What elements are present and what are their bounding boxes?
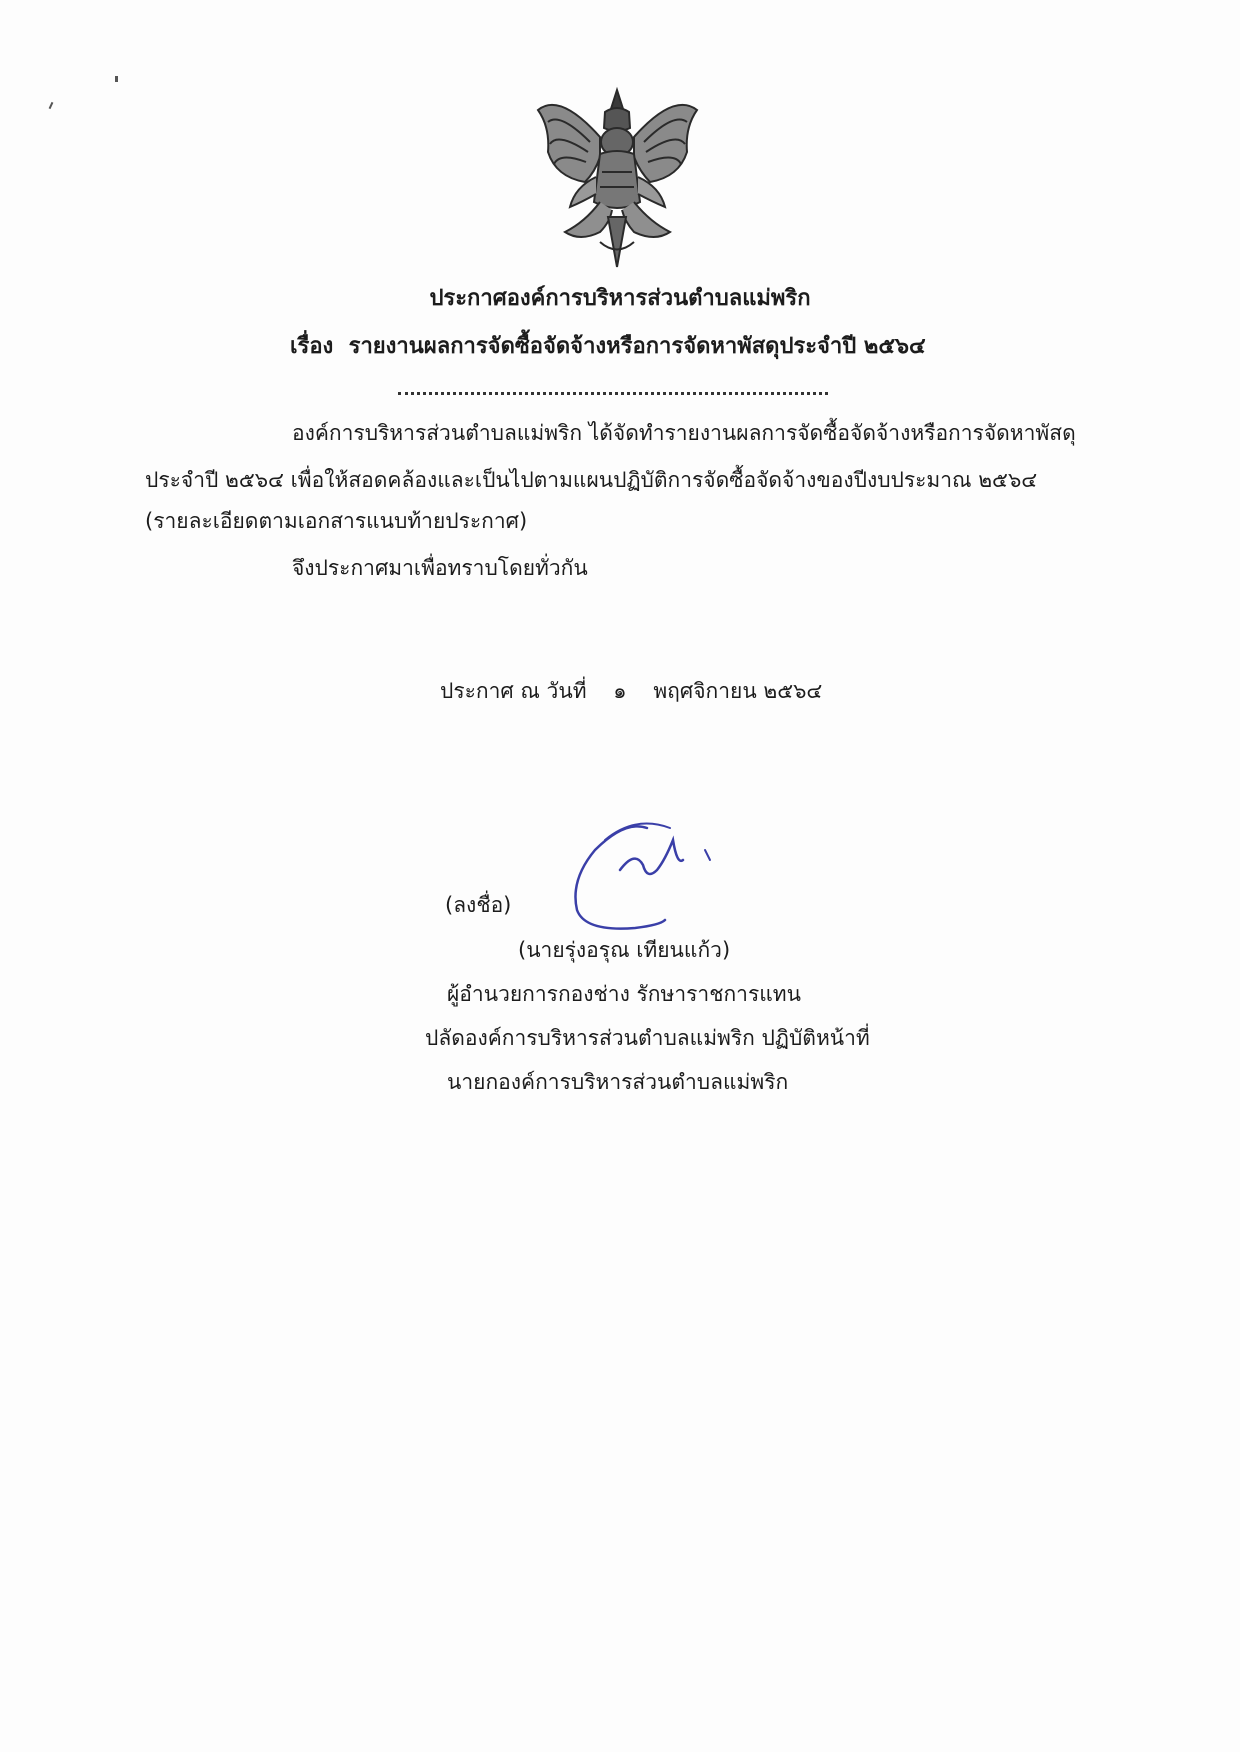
announcement-subject bbox=[290, 332, 926, 362]
paragraph-line-3: (รายละเอียดตามเอกสารแนบท้ายประกาศ) bbox=[145, 509, 528, 533]
signer-position-1: ผู้อำนวยการกองช่าง รักษาราชการแทน bbox=[447, 982, 801, 1006]
signer-position-2: ปลัดองค์การบริหารส่วนตำบลแม่พริก ปฏิบัติหน้าที่ bbox=[425, 1026, 870, 1050]
scan-speck bbox=[49, 102, 54, 109]
subject-text: รายงานผลการจัดซื้อจัดจ้างหรือการจัดหาพัสดุประจำปี ๒๕๖๔ bbox=[348, 334, 926, 359]
announcement-date bbox=[440, 676, 822, 706]
date-day: ๑ bbox=[613, 679, 627, 703]
paragraph-line-2: ประจำปี ๒๕๖๔ เพื่อให้สอดคล้องและเป็นไปตามแผนปฏิบัติการจัดซื้อจัดจ้างของปีงบประมาณ ๒๕๖๔ bbox=[145, 468, 1038, 492]
signer-name: (นายรุ่งอรุณ เทียนแก้ว) bbox=[518, 938, 731, 962]
garuda-emblem-icon bbox=[530, 82, 705, 272]
sign-label: (ลงชื่อ) bbox=[445, 893, 512, 917]
date-label: ประกาศ ณ วันที่ bbox=[440, 679, 587, 703]
date-month-year: พฤศจิกายน ๒๕๖๔ bbox=[653, 679, 823, 703]
closing-line: จึงประกาศมาเพื่อทราบโดยทั่วกัน bbox=[292, 556, 588, 580]
paragraph-line-1: องค์การบริหารส่วนตำบลแม่พริก ได้จัดทำรายงานผลการจัดซื้อจัดจ้างหรือการจัดหาพัสดุ bbox=[292, 421, 1076, 445]
signer-position-3: นายกองค์การบริหารส่วนตำบลแม่พริก bbox=[447, 1070, 789, 1094]
announcement-title: ประกาศองค์การบริหารส่วนตำบลแม่พริก bbox=[429, 286, 811, 311]
dotted-separator bbox=[398, 388, 828, 395]
subject-label: เรื่อง bbox=[290, 334, 334, 359]
handwritten-signature bbox=[565, 810, 745, 940]
scan-speck bbox=[115, 76, 118, 82]
